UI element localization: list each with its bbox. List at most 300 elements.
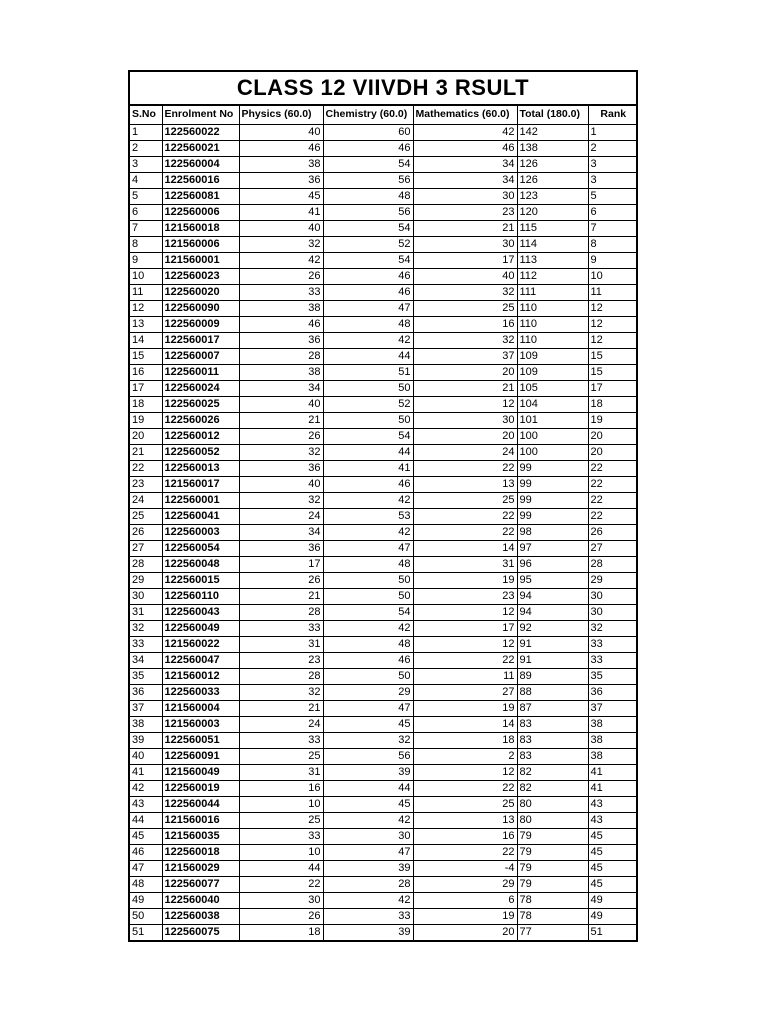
cell-physics: 21	[239, 412, 323, 428]
cell-mathematics: 34	[413, 172, 517, 188]
cell-chemistry: 53	[323, 508, 413, 524]
cell-sno: 34	[130, 652, 162, 668]
cell-sno: 50	[130, 908, 162, 924]
cell-mathematics: 21	[413, 380, 517, 396]
cell-chemistry: 44	[323, 348, 413, 364]
cell-total: 82	[517, 764, 588, 780]
cell-mathematics: 25	[413, 492, 517, 508]
cell-physics: 40	[239, 396, 323, 412]
cell-total: 120	[517, 204, 588, 220]
cell-mathematics: 40	[413, 268, 517, 284]
cell-chemistry: 50	[323, 572, 413, 588]
cell-chemistry: 52	[323, 396, 413, 412]
cell-sno: 18	[130, 396, 162, 412]
cell-total: 99	[517, 476, 588, 492]
cell-enrolment: 122560018	[162, 844, 239, 860]
cell-mathematics: 19	[413, 908, 517, 924]
cell-rank: 3	[588, 156, 638, 172]
table-row	[130, 268, 638, 284]
cell-chemistry: 42	[323, 620, 413, 636]
cell-chemistry: 29	[323, 684, 413, 700]
cell-enrolment: 122560022	[162, 124, 239, 140]
cell-mathematics: 12	[413, 396, 517, 412]
cell-physics: 34	[239, 380, 323, 396]
cell-mathematics: 12	[413, 636, 517, 652]
cell-enrolment: 122560049	[162, 620, 239, 636]
cell-chemistry: 52	[323, 236, 413, 252]
table-row	[130, 476, 638, 492]
cell-enrolment: 122560013	[162, 460, 239, 476]
cell-physics: 17	[239, 556, 323, 572]
cell-chemistry: 48	[323, 556, 413, 572]
cell-rank: 41	[588, 764, 638, 780]
cell-enrolment: 122560015	[162, 572, 239, 588]
cell-physics: 38	[239, 156, 323, 172]
table-header	[130, 106, 638, 124]
cell-mathematics: 23	[413, 204, 517, 220]
cell-physics: 46	[239, 140, 323, 156]
cell-rank: 45	[588, 828, 638, 844]
cell-sno: 3	[130, 156, 162, 172]
table-row	[130, 444, 638, 460]
cell-chemistry: 54	[323, 604, 413, 620]
cell-enrolment: 122560048	[162, 556, 239, 572]
cell-chemistry: 33	[323, 908, 413, 924]
cell-sno: 49	[130, 892, 162, 908]
cell-enrolment: 121560016	[162, 812, 239, 828]
cell-enrolment: 122560033	[162, 684, 239, 700]
cell-chemistry: 56	[323, 172, 413, 188]
cell-sno: 30	[130, 588, 162, 604]
cell-total: 83	[517, 748, 588, 764]
cell-sno: 14	[130, 332, 162, 348]
cell-mathematics: 22	[413, 652, 517, 668]
cell-mathematics: 17	[413, 252, 517, 268]
table-row	[130, 492, 638, 508]
cell-enrolment: 121560001	[162, 252, 239, 268]
cell-physics: 40	[239, 476, 323, 492]
table-row	[130, 588, 638, 604]
cell-rank: 28	[588, 556, 638, 572]
cell-mathematics: 22	[413, 844, 517, 860]
cell-total: 83	[517, 732, 588, 748]
result-sheet	[128, 70, 638, 942]
cell-mathematics: 34	[413, 156, 517, 172]
cell-physics: 42	[239, 252, 323, 268]
cell-mathematics: 16	[413, 828, 517, 844]
cell-total: 96	[517, 556, 588, 572]
cell-physics: 25	[239, 812, 323, 828]
cell-mathematics: 25	[413, 796, 517, 812]
cell-mathematics: 29	[413, 876, 517, 892]
table-row	[130, 924, 638, 940]
cell-mathematics: 16	[413, 316, 517, 332]
cell-sno: 19	[130, 412, 162, 428]
table-row	[130, 188, 638, 204]
cell-enrolment: 122560054	[162, 540, 239, 556]
cell-chemistry: 48	[323, 636, 413, 652]
cell-mathematics: 22	[413, 508, 517, 524]
cell-enrolment: 122560026	[162, 412, 239, 428]
table-row	[130, 652, 638, 668]
cell-total: 94	[517, 588, 588, 604]
cell-physics: 32	[239, 492, 323, 508]
cell-physics: 28	[239, 348, 323, 364]
cell-enrolment: 122560040	[162, 892, 239, 908]
cell-mathematics: 30	[413, 412, 517, 428]
cell-mathematics: 2	[413, 748, 517, 764]
cell-sno: 26	[130, 524, 162, 540]
cell-sno: 44	[130, 812, 162, 828]
cell-total: 126	[517, 156, 588, 172]
cell-total: 78	[517, 908, 588, 924]
cell-sno: 17	[130, 380, 162, 396]
header-sno: S.No	[130, 106, 162, 124]
cell-chemistry: 45	[323, 796, 413, 812]
cell-sno: 37	[130, 700, 162, 716]
cell-mathematics: 17	[413, 620, 517, 636]
table-row	[130, 908, 638, 924]
cell-physics: 31	[239, 636, 323, 652]
cell-enrolment: 122560090	[162, 300, 239, 316]
cell-sno: 6	[130, 204, 162, 220]
cell-enrolment: 122560016	[162, 172, 239, 188]
cell-sno: 38	[130, 716, 162, 732]
cell-sno: 45	[130, 828, 162, 844]
cell-rank: 30	[588, 588, 638, 604]
table-row	[130, 236, 638, 252]
table-row	[130, 604, 638, 620]
cell-chemistry: 47	[323, 844, 413, 860]
cell-rank: 49	[588, 892, 638, 908]
cell-enrolment: 122560081	[162, 188, 239, 204]
cell-enrolment: 121560003	[162, 716, 239, 732]
cell-mathematics: 37	[413, 348, 517, 364]
table-row	[130, 220, 638, 236]
cell-sno: 35	[130, 668, 162, 684]
cell-sno: 40	[130, 748, 162, 764]
cell-sno: 47	[130, 860, 162, 876]
cell-physics: 26	[239, 572, 323, 588]
cell-physics: 32	[239, 236, 323, 252]
cell-sno: 46	[130, 844, 162, 860]
cell-total: 100	[517, 428, 588, 444]
cell-total: 80	[517, 812, 588, 828]
cell-mathematics: 31	[413, 556, 517, 572]
cell-sno: 13	[130, 316, 162, 332]
cell-physics: 40	[239, 124, 323, 140]
cell-sno: 24	[130, 492, 162, 508]
table-row	[130, 780, 638, 796]
cell-enrolment: 122560024	[162, 380, 239, 396]
cell-total: 80	[517, 796, 588, 812]
cell-mathematics: 18	[413, 732, 517, 748]
cell-rank: 45	[588, 844, 638, 860]
cell-mathematics: 46	[413, 140, 517, 156]
cell-rank: 38	[588, 748, 638, 764]
cell-enrolment: 122560110	[162, 588, 239, 604]
cell-physics: 31	[239, 764, 323, 780]
cell-rank: 38	[588, 716, 638, 732]
cell-rank: 27	[588, 540, 638, 556]
header-total: Total (180.0)	[517, 106, 588, 124]
header-enrolment: Enrolment No	[162, 106, 239, 124]
cell-chemistry: 42	[323, 492, 413, 508]
cell-enrolment: 122560025	[162, 396, 239, 412]
result-table	[130, 106, 638, 940]
cell-physics: 36	[239, 332, 323, 348]
table-row	[130, 412, 638, 428]
table-row	[130, 860, 638, 876]
cell-mathematics: 21	[413, 220, 517, 236]
cell-enrolment: 122560007	[162, 348, 239, 364]
cell-enrolment: 122560044	[162, 796, 239, 812]
table-row	[130, 700, 638, 716]
cell-total: 104	[517, 396, 588, 412]
cell-rank: 7	[588, 220, 638, 236]
cell-sno: 25	[130, 508, 162, 524]
cell-rank: 26	[588, 524, 638, 540]
cell-total: 100	[517, 444, 588, 460]
table-row	[130, 300, 638, 316]
cell-chemistry: 39	[323, 764, 413, 780]
cell-chemistry: 50	[323, 668, 413, 684]
cell-enrolment: 122560091	[162, 748, 239, 764]
table-row	[130, 508, 638, 524]
cell-chemistry: 42	[323, 524, 413, 540]
cell-rank: 43	[588, 796, 638, 812]
cell-rank: 45	[588, 860, 638, 876]
cell-chemistry: 46	[323, 476, 413, 492]
cell-physics: 24	[239, 508, 323, 524]
cell-mathematics: 22	[413, 460, 517, 476]
cell-rank: 8	[588, 236, 638, 252]
cell-total: 142	[517, 124, 588, 140]
cell-rank: 11	[588, 284, 638, 300]
cell-rank: 22	[588, 460, 638, 476]
cell-total: 94	[517, 604, 588, 620]
cell-chemistry: 42	[323, 812, 413, 828]
table-row	[130, 556, 638, 572]
cell-chemistry: 47	[323, 700, 413, 716]
cell-chemistry: 47	[323, 300, 413, 316]
cell-chemistry: 48	[323, 316, 413, 332]
cell-rank: 41	[588, 780, 638, 796]
cell-chemistry: 46	[323, 284, 413, 300]
cell-physics: 16	[239, 780, 323, 796]
cell-total: 101	[517, 412, 588, 428]
cell-physics: 23	[239, 652, 323, 668]
cell-chemistry: 42	[323, 892, 413, 908]
table-row	[130, 668, 638, 684]
cell-rank: 22	[588, 508, 638, 524]
cell-total: 91	[517, 652, 588, 668]
cell-rank: 12	[588, 332, 638, 348]
cell-rank: 33	[588, 636, 638, 652]
cell-total: 109	[517, 364, 588, 380]
header-row	[130, 106, 638, 124]
cell-total: 138	[517, 140, 588, 156]
cell-rank: 29	[588, 572, 638, 588]
cell-sno: 9	[130, 252, 162, 268]
cell-total: 111	[517, 284, 588, 300]
cell-rank: 22	[588, 476, 638, 492]
cell-physics: 26	[239, 908, 323, 924]
header-chemistry: Chemistry (60.0)	[323, 106, 413, 124]
cell-mathematics: 25	[413, 300, 517, 316]
cell-chemistry: 56	[323, 204, 413, 220]
table-row	[130, 844, 638, 860]
table-body	[130, 124, 638, 940]
cell-sno: 21	[130, 444, 162, 460]
cell-mathematics: 30	[413, 188, 517, 204]
cell-enrolment: 122560047	[162, 652, 239, 668]
cell-total: 115	[517, 220, 588, 236]
cell-chemistry: 41	[323, 460, 413, 476]
cell-total: 92	[517, 620, 588, 636]
table-row	[130, 732, 638, 748]
cell-rank: 3	[588, 172, 638, 188]
table-row	[130, 796, 638, 812]
cell-total: 123	[517, 188, 588, 204]
table-row	[130, 156, 638, 172]
cell-enrolment: 122560004	[162, 156, 239, 172]
cell-chemistry: 60	[323, 124, 413, 140]
cell-enrolment: 122560077	[162, 876, 239, 892]
cell-enrolment: 121560017	[162, 476, 239, 492]
cell-sno: 28	[130, 556, 162, 572]
cell-enrolment: 122560017	[162, 332, 239, 348]
cell-total: 126	[517, 172, 588, 188]
cell-mathematics: 12	[413, 604, 517, 620]
cell-physics: 21	[239, 588, 323, 604]
cell-mathematics: 19	[413, 700, 517, 716]
cell-total: 78	[517, 892, 588, 908]
cell-rank: 12	[588, 316, 638, 332]
cell-mathematics: 13	[413, 476, 517, 492]
table-row	[130, 572, 638, 588]
cell-sno: 29	[130, 572, 162, 588]
cell-chemistry: 46	[323, 652, 413, 668]
cell-rank: 15	[588, 348, 638, 364]
cell-sno: 12	[130, 300, 162, 316]
cell-total: 83	[517, 716, 588, 732]
cell-rank: 6	[588, 204, 638, 220]
cell-sno: 2	[130, 140, 162, 156]
header-rank: Rank	[588, 106, 638, 124]
cell-sno: 51	[130, 924, 162, 940]
sheet-title: CLASS 12 VIIVDH 3 RSULT	[130, 72, 636, 106]
cell-physics: 30	[239, 892, 323, 908]
cell-enrolment: 122560020	[162, 284, 239, 300]
cell-sno: 5	[130, 188, 162, 204]
cell-rank: 51	[588, 924, 638, 940]
cell-physics: 28	[239, 668, 323, 684]
table-row	[130, 620, 638, 636]
cell-physics: 45	[239, 188, 323, 204]
cell-chemistry: 50	[323, 588, 413, 604]
cell-enrolment: 121560012	[162, 668, 239, 684]
cell-physics: 22	[239, 876, 323, 892]
table-row	[130, 140, 638, 156]
cell-total: 110	[517, 332, 588, 348]
cell-rank: 18	[588, 396, 638, 412]
cell-rank: 19	[588, 412, 638, 428]
cell-chemistry: 47	[323, 540, 413, 556]
table-row	[130, 524, 638, 540]
table-row	[130, 204, 638, 220]
cell-mathematics: 20	[413, 364, 517, 380]
cell-mathematics: 42	[413, 124, 517, 140]
table-row	[130, 764, 638, 780]
cell-chemistry: 42	[323, 332, 413, 348]
table-row	[130, 716, 638, 732]
cell-sno: 33	[130, 636, 162, 652]
cell-physics: 38	[239, 364, 323, 380]
header-mathematics: Mathematics (60.0)	[413, 106, 517, 124]
cell-sno: 4	[130, 172, 162, 188]
cell-rank: 9	[588, 252, 638, 268]
cell-total: 95	[517, 572, 588, 588]
cell-mathematics: 32	[413, 284, 517, 300]
cell-total: 110	[517, 316, 588, 332]
cell-mathematics: 14	[413, 716, 517, 732]
cell-sno: 16	[130, 364, 162, 380]
cell-rank: 17	[588, 380, 638, 396]
cell-total: 110	[517, 300, 588, 316]
cell-chemistry: 30	[323, 828, 413, 844]
table-row	[130, 428, 638, 444]
table-row	[130, 124, 638, 140]
cell-enrolment: 122560006	[162, 204, 239, 220]
cell-total: 91	[517, 636, 588, 652]
cell-mathematics: 24	[413, 444, 517, 460]
cell-sno: 41	[130, 764, 162, 780]
cell-sno: 31	[130, 604, 162, 620]
table-row	[130, 748, 638, 764]
cell-physics: 10	[239, 844, 323, 860]
cell-rank: 38	[588, 732, 638, 748]
cell-enrolment: 122560021	[162, 140, 239, 156]
cell-sno: 11	[130, 284, 162, 300]
cell-physics: 26	[239, 268, 323, 284]
cell-total: 79	[517, 844, 588, 860]
table-row	[130, 892, 638, 908]
cell-physics: 32	[239, 444, 323, 460]
cell-chemistry: 28	[323, 876, 413, 892]
table-row	[130, 636, 638, 652]
cell-rank: 32	[588, 620, 638, 636]
cell-enrolment: 122560023	[162, 268, 239, 284]
table-row	[130, 396, 638, 412]
cell-physics: 33	[239, 620, 323, 636]
cell-physics: 21	[239, 700, 323, 716]
table-row	[130, 332, 638, 348]
cell-enrolment: 122560012	[162, 428, 239, 444]
cell-rank: 43	[588, 812, 638, 828]
header-physics: Physics (60.0)	[239, 106, 323, 124]
cell-mathematics: 30	[413, 236, 517, 252]
cell-sno: 10	[130, 268, 162, 284]
cell-physics: 26	[239, 428, 323, 444]
cell-total: 77	[517, 924, 588, 940]
table-row	[130, 284, 638, 300]
cell-mathematics: 6	[413, 892, 517, 908]
cell-enrolment: 121560018	[162, 220, 239, 236]
cell-mathematics: 20	[413, 924, 517, 940]
cell-total: 105	[517, 380, 588, 396]
cell-chemistry: 50	[323, 412, 413, 428]
